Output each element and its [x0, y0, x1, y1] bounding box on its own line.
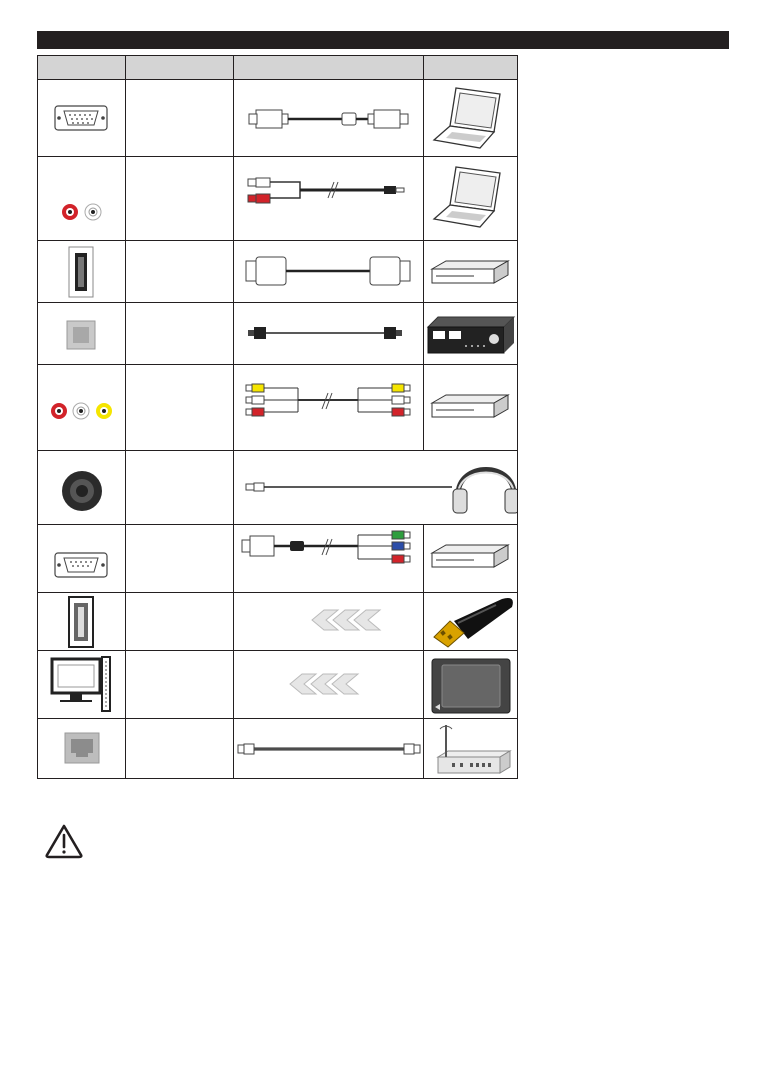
connector-cell	[38, 451, 126, 525]
dvd-player-icon	[424, 365, 517, 451]
table-row	[38, 525, 518, 593]
dvd-player-icon	[424, 241, 517, 303]
usb-stick-icon	[424, 593, 517, 651]
type-cell	[125, 525, 234, 593]
connection-table	[37, 55, 518, 779]
device-cell	[424, 593, 518, 651]
connector-cell	[38, 80, 126, 157]
optical-port-icon	[38, 303, 125, 365]
optical-cable-icon	[234, 303, 423, 365]
router-icon	[424, 719, 517, 779]
cable-cell	[234, 80, 424, 157]
composite-av-ports-icon	[38, 365, 125, 451]
type-cell	[125, 80, 234, 157]
connector-cell	[38, 241, 126, 303]
type-cell	[125, 157, 234, 241]
type-cell	[125, 593, 234, 651]
section-header-bar	[37, 31, 729, 49]
cable-cell	[234, 525, 424, 593]
device-cell	[424, 719, 518, 779]
laptop-icon	[424, 157, 517, 241]
hdmi-cable-icon	[234, 241, 423, 303]
headphone-jack-icon	[38, 451, 125, 525]
device-cell	[424, 80, 518, 157]
vga-to-component-cable-icon	[234, 525, 423, 593]
cable-cell	[234, 451, 518, 525]
table-row	[38, 365, 518, 451]
type-cell	[125, 451, 234, 525]
connector-cell	[38, 593, 126, 651]
type-cell	[125, 651, 234, 719]
type-cell	[125, 303, 234, 365]
rca-audio-ports-icon	[38, 157, 125, 241]
device-cell	[424, 241, 518, 303]
header-device	[424, 56, 518, 80]
table-row	[38, 451, 518, 525]
table-header-row	[38, 56, 518, 80]
table-row	[38, 593, 518, 651]
header-connector	[38, 56, 126, 80]
hdmi-port-icon	[38, 241, 125, 303]
vga-port-icon	[38, 80, 125, 157]
ci-module-icon	[424, 651, 517, 719]
ethernet-port-icon	[38, 719, 125, 779]
cable-cell	[234, 651, 424, 719]
connector-cell	[38, 365, 126, 451]
ci-slot-icon	[38, 651, 125, 719]
type-cell	[125, 365, 234, 451]
lan-cable-icon	[234, 719, 423, 779]
headphone-cable-icon	[234, 451, 517, 525]
table-row	[38, 157, 518, 241]
device-cell	[424, 365, 518, 451]
cable-cell	[234, 157, 424, 241]
table-row	[38, 651, 518, 719]
table-row	[38, 303, 518, 365]
connector-cell	[38, 303, 126, 365]
insert-arrows-icon	[234, 593, 423, 651]
type-cell	[125, 719, 234, 779]
connector-cell	[38, 651, 126, 719]
device-cell	[424, 651, 518, 719]
table-row	[38, 80, 518, 157]
headphones-icon	[453, 470, 517, 514]
device-cell	[424, 303, 518, 365]
dvd-player-icon	[424, 525, 517, 593]
device-cell	[424, 525, 518, 593]
insert-arrows-icon	[234, 651, 423, 719]
laptop-icon	[424, 80, 517, 157]
warning-triangle-icon	[44, 823, 84, 859]
connector-cell	[38, 525, 126, 593]
cable-cell	[234, 719, 424, 779]
vga-cable-icon	[234, 80, 423, 157]
table-row	[38, 719, 518, 779]
connector-cell	[38, 157, 126, 241]
cable-cell	[234, 303, 424, 365]
cable-cell	[234, 241, 424, 303]
amplifier-icon	[424, 303, 517, 365]
vga-port-icon	[38, 525, 125, 593]
type-cell	[125, 241, 234, 303]
rca-av-cable-icon	[234, 365, 423, 451]
header-cables	[234, 56, 424, 80]
device-cell	[424, 157, 518, 241]
header-type	[125, 56, 234, 80]
rca-to-minijack-cable-icon	[234, 157, 423, 241]
usb-port-icon	[38, 593, 125, 651]
table-row	[38, 241, 518, 303]
connector-cell	[38, 719, 126, 779]
cable-cell	[234, 365, 424, 451]
cable-cell	[234, 593, 424, 651]
